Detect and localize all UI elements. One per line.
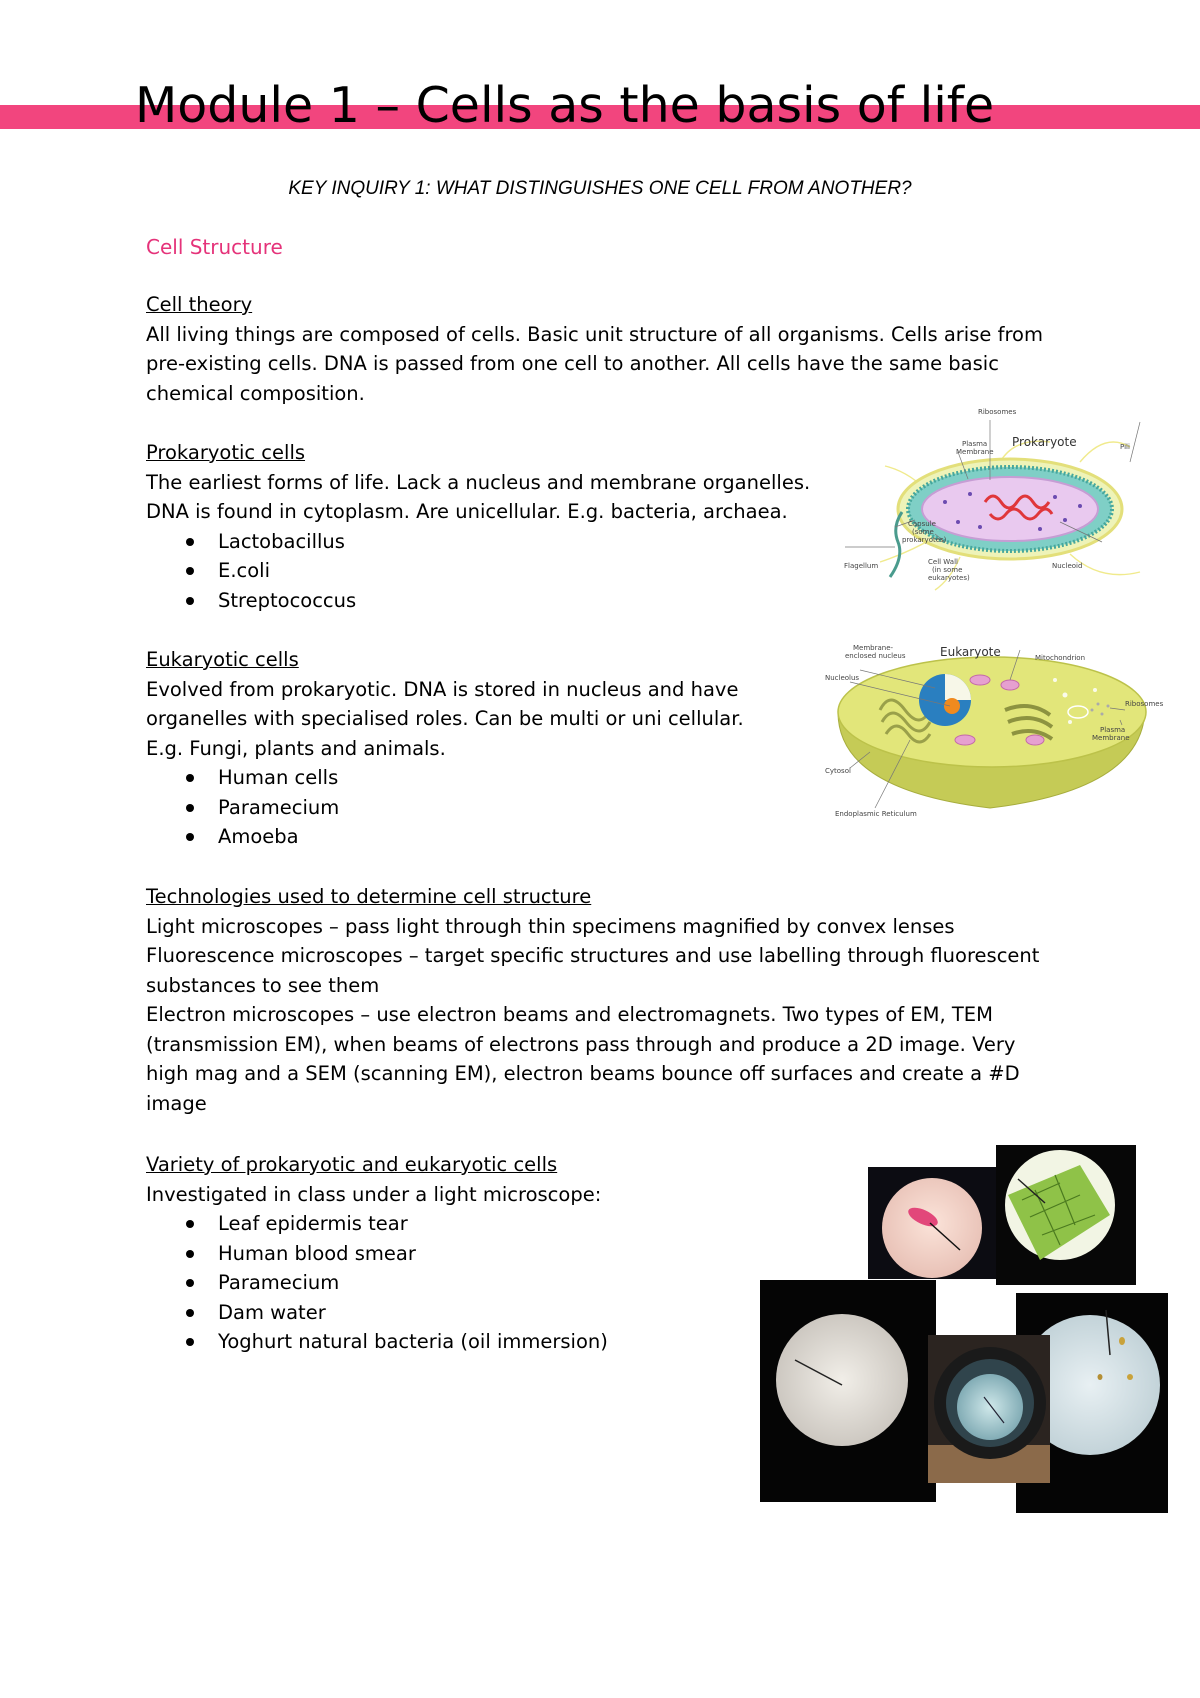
label-nucleolus: Nucleolus — [825, 674, 860, 682]
eukaryotic-section — [146, 645, 786, 852]
microscope-collage-svg — [760, 1145, 1170, 1513]
cell-theory-body: All living things are composed of cells. Basic unit structure of all organisms. Cells arise from pre-existing cells. DNA is passed from one cell to another. All cells have the same basic chemical composition. — [146, 322, 1043, 405]
light-microscopes-text: Light microscopes – pass light through thin specimens magnified by convex lenses — [146, 914, 955, 938]
variety-list — [146, 1209, 766, 1357]
label-membrane: Membrane — [1092, 734, 1130, 742]
cell-theory-heading: Cell theory — [146, 293, 253, 316]
list-item: Human blood smear — [146, 1239, 766, 1269]
label-pili: Pili — [1120, 443, 1130, 451]
label-cell-wall-euk: eukaryotes) — [928, 574, 970, 582]
key-inquiry: KEY INQUIRY 1: WHAT DISTINGUISHES ONE CELL FROM ANOTHER? — [288, 178, 912, 199]
label-ribosomes: Ribosomes — [978, 408, 1017, 416]
prokaryotic-heading: Prokaryotic cells — [146, 441, 306, 464]
microscope-photo-collage — [760, 1145, 1170, 1513]
cell-top-surface — [838, 657, 1146, 767]
eukaryotic-line-3: E.g. Fungi, plants and animals. — [146, 736, 446, 760]
label-flagellum: Flagellum — [844, 562, 879, 570]
electron-text-4: image — [146, 1091, 207, 1115]
variety-intro: Investigated in class under a light microscope: — [146, 1182, 602, 1206]
list-item: Leaf epidermis tear — [146, 1209, 766, 1239]
prokaryote-title: Prokaryote — [1012, 435, 1077, 449]
cell-theory-section — [146, 290, 1046, 408]
eukaryotic-heading: Eukaryotic cells — [146, 648, 299, 671]
list-item: Streptococcus — [146, 586, 846, 616]
eukaryote-diagram — [820, 640, 1170, 820]
label-plasma: Plasma — [962, 440, 988, 448]
label-ribosomes: Ribosomes — [1125, 700, 1164, 708]
label-cell-wall-some: (in some — [932, 566, 963, 574]
prokaryote-diagram-svg — [840, 402, 1170, 597]
photo-paramecium — [760, 1280, 936, 1502]
photo-leaf-epidermis — [996, 1145, 1136, 1285]
label-capsule: Capsule — [908, 520, 936, 528]
label-mitochondrion: Mitochondrion — [1035, 654, 1086, 662]
list-item: Amoeba — [146, 822, 786, 852]
label-nucleoid: Nucleoid — [1052, 562, 1083, 570]
list-item: Paramecium — [146, 1268, 766, 1298]
fluorescence-text-1: Fluorescence microscopes – target specific structures and use labelling through fluorescent — [146, 944, 1040, 967]
label-cell-wall: Cell Wall — [928, 558, 958, 566]
label-plasma: Plasma — [1100, 726, 1126, 734]
label-membrane-nucleus-1: Membrane- — [853, 644, 894, 652]
list-item: Yoghurt natural bacteria (oil immersion) — [146, 1327, 766, 1357]
technologies-section — [146, 882, 1106, 1118]
list-item: Paramecium — [146, 793, 786, 823]
prokaryote-diagram — [840, 402, 1170, 597]
label-membrane-nucleus-2: enclosed nucleus — [845, 652, 906, 660]
section-label: Cell Structure — [146, 235, 283, 259]
eukaryote-diagram-svg — [820, 640, 1170, 820]
technologies-heading: Technologies used to determine cell structure — [146, 885, 592, 908]
electron-text-1: Electron microscopes – use electron beams and electromagnets. Two types of EM, TEM — [146, 1003, 993, 1026]
label-capsule-some: (some — [912, 528, 934, 536]
label-capsule-prok: prokaryotes) — [902, 536, 947, 544]
label-cytosol: Cytosol — [825, 767, 851, 775]
list-item: Dam water — [146, 1298, 766, 1328]
variety-section — [146, 1150, 766, 1357]
prokaryotic-line-1: The earliest forms of life. Lack a nucleus and membrane organelles. — [146, 470, 811, 494]
list-item: Human cells — [146, 763, 786, 793]
eukaryotic-examples — [146, 763, 786, 852]
page-title: Module 1 – Cells as the basis of life — [135, 77, 995, 134]
nucleolus-shape — [944, 698, 960, 714]
list-item: E.coli — [146, 556, 846, 586]
fluorescence-text-2: substances to see them — [146, 973, 380, 997]
eukaryote-title: Eukaryote — [940, 645, 1001, 659]
electron-text-3: high mag and a SEM (scanning EM), electron beams bounce off surfaces and create a #D — [146, 1062, 1020, 1085]
photo-yoghurt-bacteria — [928, 1335, 1050, 1483]
prokaryotic-section — [146, 438, 846, 615]
label-membrane: Membrane — [956, 448, 994, 456]
list-item: Lactobacillus — [146, 527, 846, 557]
variety-heading: Variety of prokaryotic and eukaryotic cells — [146, 1153, 558, 1176]
eukaryotic-line-1: Evolved from prokaryotic. DNA is stored in nucleus and have — [146, 677, 739, 701]
eukaryotic-line-2: organelles with specialised roles. Can be multi or uni cellular. — [146, 707, 744, 730]
electron-text-2: (transmission EM), when beams of electrons pass through and produce a 2D image. Very — [146, 1032, 1016, 1056]
prokaryotic-examples — [146, 527, 846, 616]
prokaryotic-line-2: DNA is found in cytoplasm. Are unicellular. E.g. bacteria, archaea. — [146, 500, 788, 523]
membrane-pore — [1068, 706, 1088, 718]
photo-blood-smear — [868, 1167, 1004, 1279]
label-er: Endoplasmic Reticulum — [835, 810, 917, 818]
